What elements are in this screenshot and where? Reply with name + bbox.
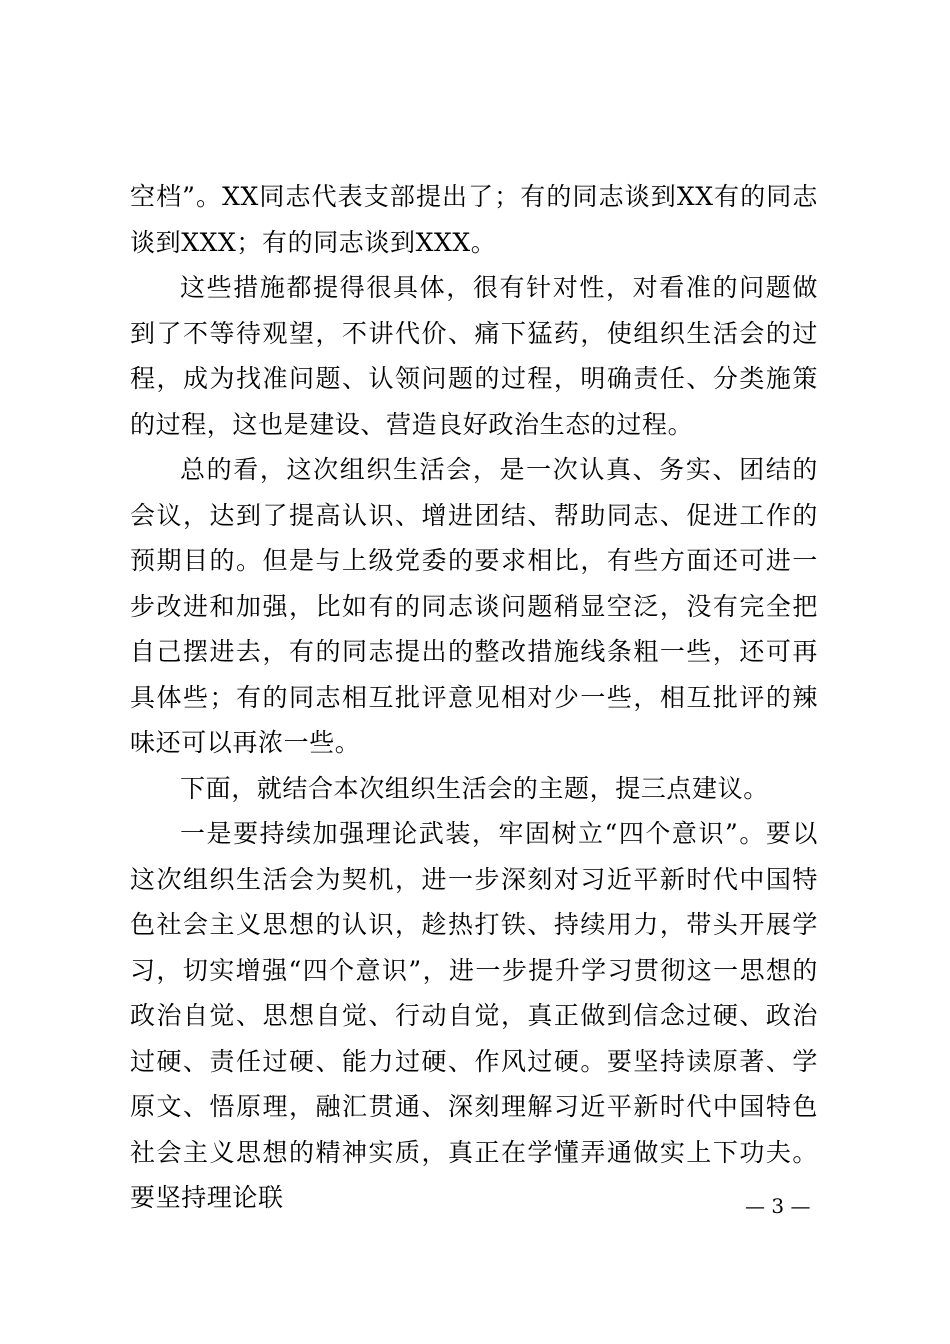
- paragraph-summary: 总的看，这次组织生活会，是一次认真、务实、团结的会议，达到了提高认识、增进团结、帮助同志、促进工作的预期目的。但是与上级党委的要求相比，有些方面还可进一步改进和加强，比如有的同志谈问题稍显空泛，没有完全把自己摆进去，有的同志提出的整改措施线条粗一些，还可再具体些；有的同志相互批评意见相对少一些，相互批评的辣味还可以再浓一些。: [130, 455, 818, 757]
- page-number: — 3 —: [745, 1194, 811, 1218]
- paragraph-suggestion-one: 一是要持续加强理论武装，牢固树立“四个意识”。要以这次组织生活会为契机，进一步深刻对习近平新时代中国特色社会主义思想的认识，趁热打铁、持续用力，带头开展学习，切实增强“四个意识”，进一步提升学习贯彻这一思想的政治自觉、思想自觉、行动自觉，真正做到信念过硬、政治过硬、责任过硬、能力过硬、作风过硬。要坚持读原著、学原文、悟原理，融汇贯通、深刻理解习近平新时代中国特色社会主义思想的精神实质，真正在学懂弄通做实上下功夫。要坚持理论联: [130, 819, 818, 1212]
- document-body: [130, 174, 818, 1221]
- paragraph-suggestions-intro: 下面，就结合本次组织生活会的主题，提三点建议。: [180, 773, 769, 803]
- paragraph-continuation: 空档”。XX同志代表支部提出了；有的同志谈到XX有的同志谈到XXX；有的同志谈到XXX。: [130, 182, 818, 257]
- paragraph-measures: 这些措施都提得很具体，很有针对性，对看准的问题做到了不等待观望，不讲代价、痛下猛药，使组织生活会的过程，成为找准问题、认领问题的过程，明确责任、分类施策的过程，这也是建设、营造良好政治生态的过程。: [130, 273, 818, 439]
